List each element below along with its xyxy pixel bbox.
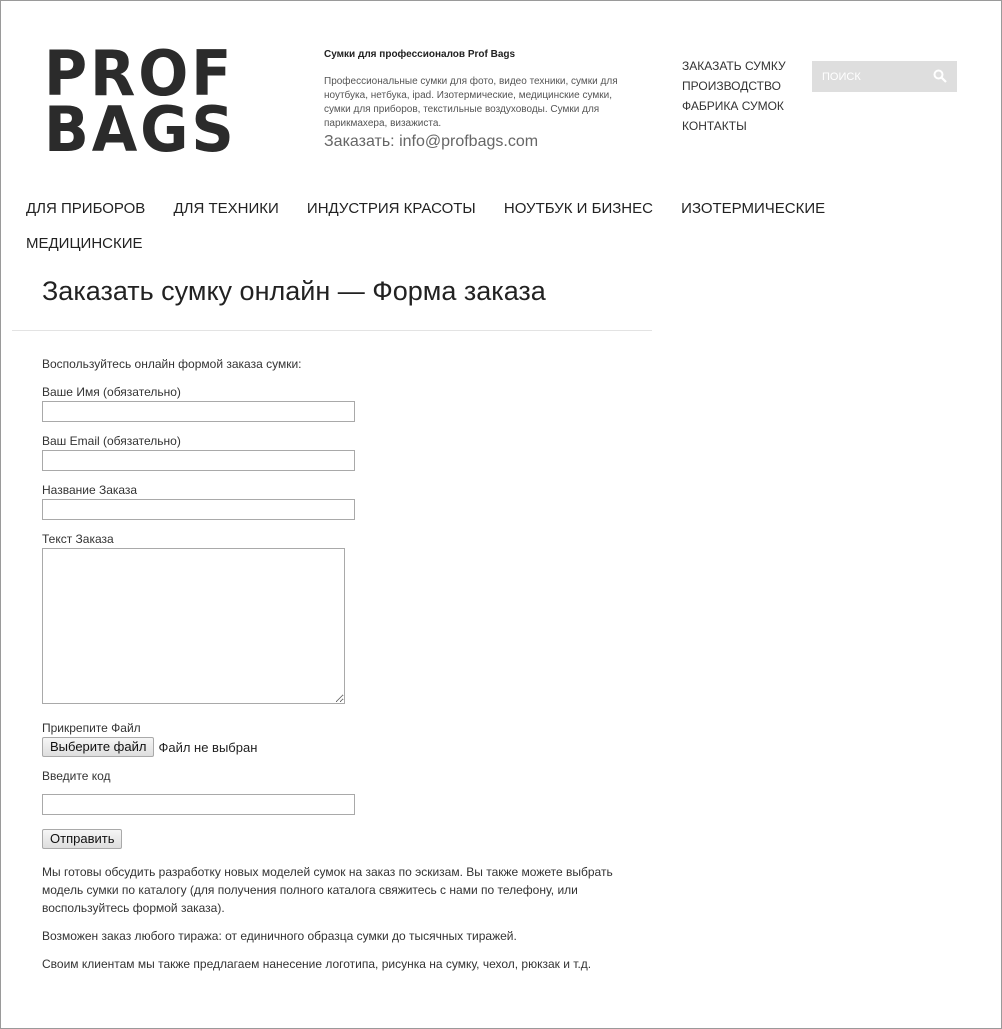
order-text-label: Текст Заказа (42, 532, 114, 546)
nav-medical[interactable]: МЕДИЦИНСКИЕ (26, 235, 143, 252)
email-field-group (42, 434, 642, 471)
logo[interactable] (44, 37, 240, 166)
topnav-contacts[interactable]: КОНТАКТЫ (682, 119, 747, 133)
search-box (812, 61, 957, 92)
order-text-textarea[interactable] (42, 548, 345, 704)
info-paragraph-3: Своим клиентам мы также предлагаем нанесение логотипа, рисунка на сумку, чехол, рюкзак и т.д. (42, 957, 592, 971)
tagline-order-email: Заказать: info@profbags.com (324, 133, 539, 150)
file-label: Прикрепите Файл (42, 721, 141, 735)
submit-button[interactable]: Отправить (42, 829, 122, 849)
page-title: Заказать сумку онлайн — Форма заказа (42, 276, 546, 306)
nav-equipment[interactable]: ДЛЯ ТЕХНИКИ (173, 200, 279, 217)
search-icon[interactable] (933, 69, 949, 85)
order-form-section (42, 357, 642, 973)
order-text-field-group (42, 532, 642, 704)
name-field-group (42, 385, 642, 422)
email-label: Ваш Email (обязательно) (42, 434, 181, 448)
nav-instruments[interactable]: ДЛЯ ПРИБОРОВ (26, 200, 146, 217)
tagline-description: Профессиональные сумки для фото, видео техники, сумки для ноутбука, нетбука, ipad. Изотермические, медицинские сумки, сумки для приборов, текстильные воздуховоды. Сумки для парикмахера, визажиста. (324, 76, 618, 129)
nav-beauty-industry[interactable]: ИНДУСТРИЯ КРАСОТЫ (306, 200, 476, 217)
topnav-production[interactable]: ПРОИЗВОДСТВО (682, 79, 781, 93)
tagline-title: Сумки для профессионалов Prof Bags (324, 49, 516, 60)
captcha-input[interactable] (42, 794, 355, 815)
name-input[interactable] (42, 401, 355, 422)
order-name-input[interactable] (42, 499, 355, 520)
choose-file-button[interactable]: Выберите файл (42, 737, 154, 757)
file-status: Файл не выбран (158, 739, 258, 755)
file-field-group (42, 721, 642, 757)
name-label: Ваше Имя (обязательно) (42, 385, 181, 399)
captcha-label: Введите код (42, 769, 111, 783)
top-nav (682, 59, 792, 139)
topnav-bag-factory[interactable]: ФАБРИКА СУМОК (682, 99, 784, 113)
order-name-label: Название Заказа (42, 483, 138, 497)
info-paragraph-1: Мы готовы обсудить разработку новых моделей сумок на заказ по эскизам. Вы также можете выбрать модель сумки по каталогу (для получения полного каталога свяжитесь с нами по телефону, или воспользуйтесь формой заказа). (42, 865, 613, 915)
form-intro: Воспользуйтесь онлайн формой заказа сумки: (42, 357, 302, 371)
search-input[interactable] (820, 70, 932, 84)
info-paragraph-2: Возможен заказ любого тиража: от единичного образца сумки до тысячных тиражей. (42, 929, 517, 943)
title-divider (12, 330, 652, 331)
order-name-field-group (42, 483, 642, 520)
nav-isothermal[interactable]: ИЗОТЕРМИЧЕСКИЕ (681, 200, 826, 217)
site-tagline (324, 49, 624, 151)
email-input[interactable] (42, 450, 355, 471)
captcha-field-group (42, 769, 642, 815)
topnav-order-bag[interactable]: ЗАКАЗАТЬ СУМКУ (682, 59, 786, 73)
logo-line-1: PROF (44, 37, 235, 110)
main-nav (26, 199, 906, 269)
logo-line-2: BAGS (44, 93, 237, 166)
nav-notebook-business[interactable]: НОУТБУК И БИЗНЕС (503, 200, 653, 217)
